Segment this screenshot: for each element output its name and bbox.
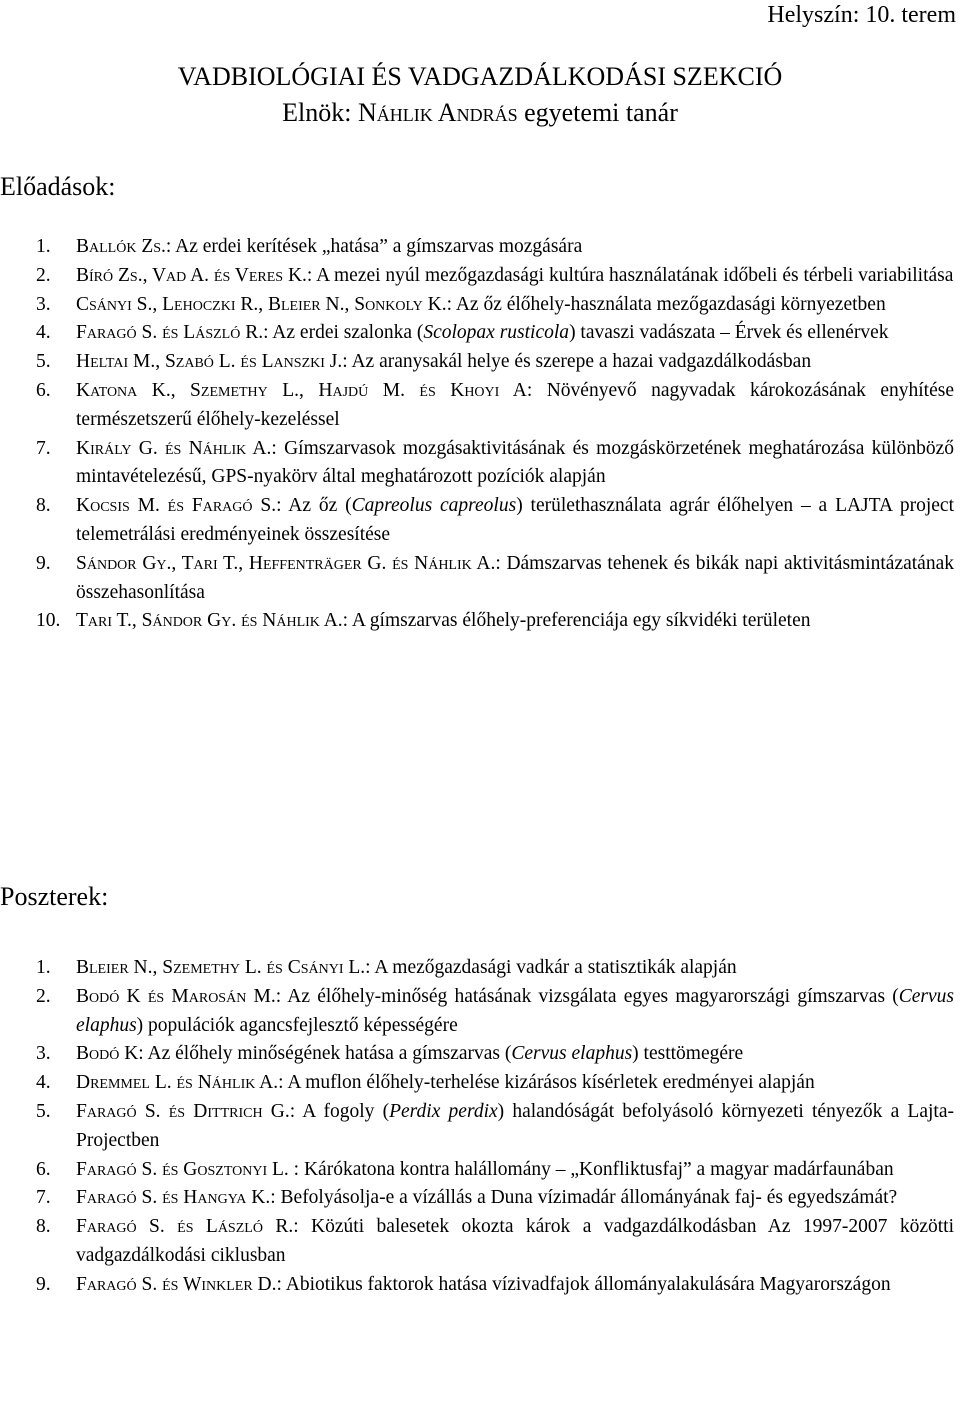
item-title-part: : Az őz ( [276, 495, 352, 517]
item-title: : A gímszarvas élőhely-preferenciája egy síkvidéki területen [342, 610, 811, 632]
item-authors: Bodó K [76, 1043, 139, 1065]
item-authors: Dremmel L. és Náhlik A. [76, 1072, 279, 1094]
list-item [36, 1069, 954, 1098]
list-item [36, 233, 954, 262]
item-title: : Kárókatona kontra halállomány – „Konfliktusfaj” a magyar madárfaunában [288, 1158, 894, 1180]
location-label: Helyszín: 10. terem [767, 2, 956, 28]
item-title: : A mezei nyúl mezőgazdasági kultúra használatának időbeli és térbeli variabilitása [306, 264, 954, 286]
list-item [36, 492, 954, 550]
lectures-heading: Előadások: [0, 172, 116, 201]
item-number: 9. [36, 552, 51, 574]
item-title-part: : Az élőhely minőségének hatása a gímszarvas ( [138, 1043, 512, 1065]
list-item [36, 550, 954, 608]
posters-list [36, 954, 954, 1300]
item-title: : Az erdei kerítések „hatása” a gímszarvas mozgására [165, 236, 583, 257]
section-title: VADBIOLÓGIAI ÉS VADGAZDÁLKODÁSI SZEKCIÓ [177, 62, 783, 91]
chair-suffix: egyetemi tanár [517, 98, 678, 127]
item-authors: Ballók Zs. [76, 236, 166, 257]
list-item [36, 377, 954, 435]
item-title: : A muflon élőhely-terhelése kizárásos kísérletek eredményei alapján [278, 1072, 815, 1094]
item-title: : Az őz élőhely-használata mezőgazdasági környezetben [446, 293, 886, 315]
item-authors: Tari T., Sándor Gy. és Náhlik A. [76, 610, 343, 632]
item-number: 7. [36, 1187, 51, 1209]
list-item [36, 1213, 954, 1271]
item-number: 1. [36, 957, 51, 978]
item-title: : Dámszarvas tehenek és bikák napi aktivitásmintázatának összehasonlítása [76, 552, 954, 603]
list-item [36, 1098, 954, 1156]
item-number: 8. [36, 1216, 51, 1238]
list-item [36, 607, 954, 636]
list-item [36, 954, 954, 983]
item-authors: Faragó S. és Gosztonyi L. [76, 1158, 289, 1180]
item-title: : Gímszarvasok mozgásaktivitásának és mozgáskörzetének meghatározása különböző mintavételezésű, GPS-nyakörv által meghatározott pozíciók alapján [76, 437, 954, 488]
item-title: : Befolyásolja-e a vízállás a Duna vízimadár állományának faj- és egyedszámát? [270, 1187, 898, 1209]
item-title-part: : Az élőhely-minőség hatásának vizsgálata egyes magyarországi gímszarvas ( [275, 985, 899, 1007]
list-item [36, 983, 954, 1041]
item-species: Perdix perdix [389, 1100, 498, 1122]
item-number: 4. [36, 1072, 51, 1094]
item-title-part: ) testtömegére [632, 1043, 744, 1065]
item-authors: Faragó S. és Winkler D. [76, 1273, 277, 1295]
item-authors: Faragó S. és László R. [76, 1216, 294, 1238]
item-title-part: ) populációk agancsfejlesztő képességére [136, 1014, 458, 1036]
item-number: 7. [36, 437, 51, 459]
item-authors: Bíró Zs., Vad A. és Veres K. [76, 264, 307, 286]
item-title-part: ) területhasználata agrár élőhelyen – a LAJTA project telemetrálási eredményeinek összesítése [76, 495, 954, 545]
item-title-part: : Az erdei szalonka ( [263, 322, 424, 344]
item-authors: Csányi S., Lehoczki R., Bleier N., Sonkoly K. [76, 293, 447, 315]
item-authors: Faragó S. és László R. [76, 322, 264, 344]
list-item [36, 1156, 954, 1185]
chair-name: Náhlik András [357, 98, 518, 127]
item-number: 4. [36, 322, 51, 344]
item-number: 5. [36, 1100, 51, 1122]
item-number: 2. [36, 985, 51, 1007]
item-authors: Bodó K és Marosán M. [76, 985, 276, 1007]
item-authors: Faragó S. és Dittrich G. [76, 1100, 290, 1122]
item-title: : Abiotikus faktorok hatása vízivadfajok állományalakulására Magyarországon [276, 1273, 891, 1295]
item-number: 3. [36, 293, 51, 315]
item-species: Cervus elaphus [511, 1043, 633, 1065]
item-species: Cervus elaphus [76, 985, 954, 1036]
item-species: Scolopax rusticola [423, 322, 570, 344]
item-title: : Közúti balesetek okozta károk a vadgazdálkodásban Az 1997-2007 közötti vadgazdálkodási ciklusban [76, 1216, 954, 1266]
item-number: 2. [36, 264, 51, 286]
item-title: : A mezőgazdasági vadkár a statisztikák alapján [365, 957, 737, 978]
item-number: 3. [36, 1043, 51, 1065]
list-item [36, 319, 954, 348]
item-number: 1. [36, 236, 51, 257]
chair-line [0, 96, 960, 130]
item-authors: Kocsis M. és Faragó S. [76, 495, 277, 517]
item-authors: Faragó S. és Hangya K. [76, 1187, 271, 1209]
item-title: : Az aranysakál helye és szerepe a hazai vadgazdálkodásban [342, 351, 812, 373]
list-item [36, 291, 954, 320]
item-number: 10. [36, 610, 61, 632]
list-item [36, 1271, 954, 1300]
item-title-part: : A fogoly ( [289, 1100, 390, 1122]
item-number: 6. [36, 379, 51, 401]
item-number: 6. [36, 1158, 51, 1180]
posters-heading: Poszterek: [0, 882, 109, 911]
item-authors: Király G. és Náhlik A. [76, 437, 272, 459]
list-item [36, 1040, 954, 1069]
item-authors: Sándor Gy., Tari T., Heffenträger G. és Náhlik A. [76, 552, 496, 574]
list-item [36, 435, 954, 493]
item-authors: Heltai M., Szabó L. és Lanszki J. [76, 351, 343, 373]
chair-prefix: Elnök: [282, 98, 358, 127]
item-authors: Katona K., Szemethy L., Hajdú M. és Khoyi A [76, 379, 527, 401]
item-number: 8. [36, 495, 51, 517]
list-item [36, 348, 954, 377]
item-number: 5. [36, 351, 51, 373]
list-item [36, 262, 954, 291]
list-item [36, 1184, 954, 1213]
item-title-part: ) tavaszi vadászata – Érvek és ellenérvek [569, 322, 889, 344]
item-title-part: ) halandóságát befolyásoló környezeti tényezők a Lajta-Projectben [76, 1100, 954, 1151]
item-species: Capreolus capreolus [351, 495, 517, 517]
item-title: : Növényevő nagyvadak károkozásának enyhítése természetszerű élőhely-kezeléssel [76, 379, 954, 430]
lectures-list [36, 233, 954, 636]
item-number: 9. [36, 1273, 51, 1295]
item-authors: Bleier N., Szemethy L. és Csányi L. [76, 957, 366, 978]
